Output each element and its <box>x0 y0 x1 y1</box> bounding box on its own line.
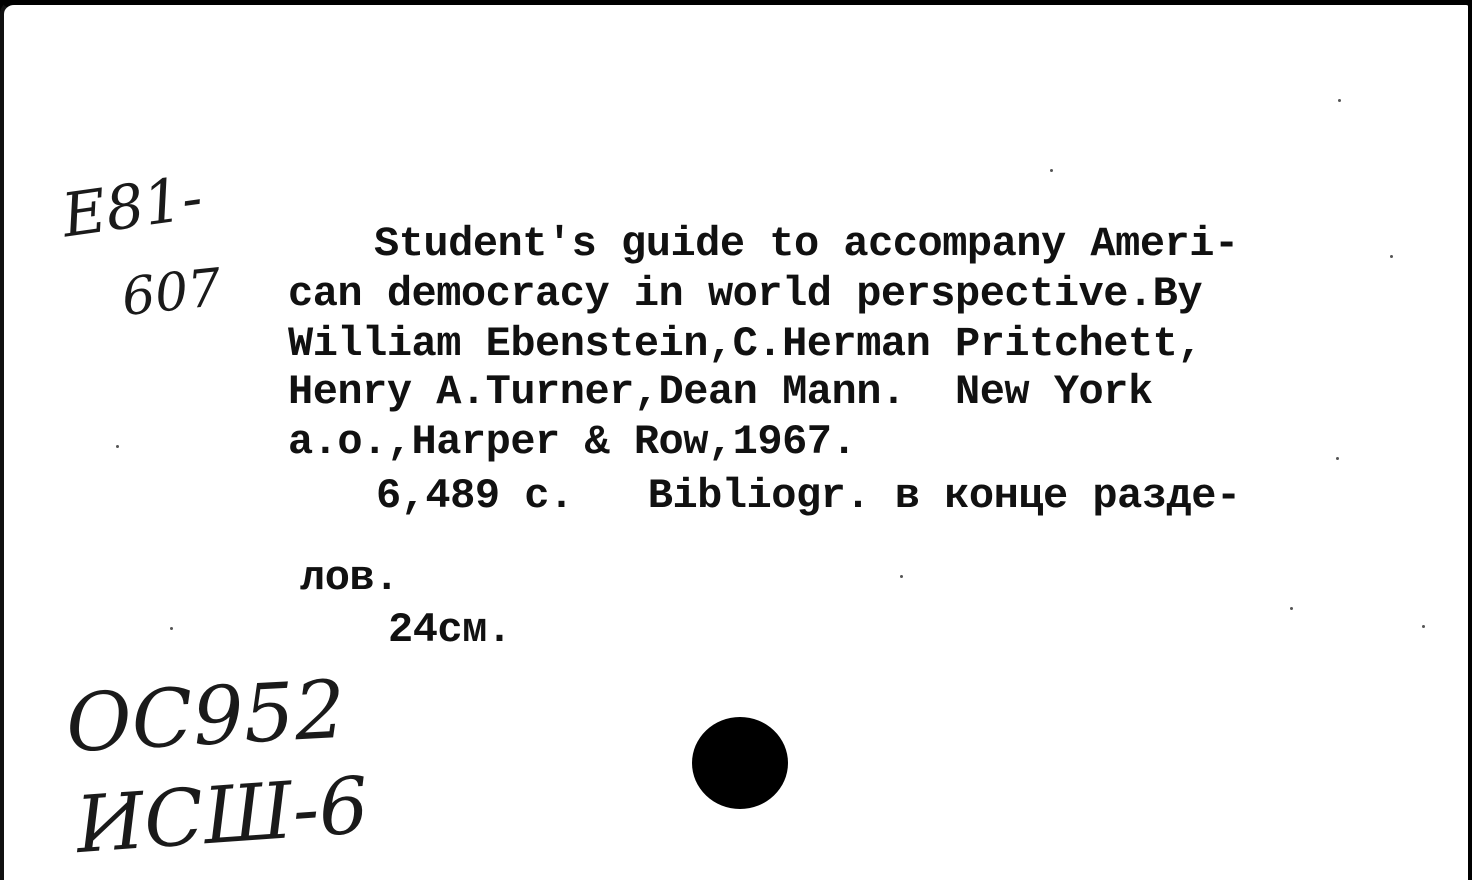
scan-speck <box>1390 255 1393 258</box>
entry-line-4: Henry A.Turner,Dean Mann. New York <box>288 368 1153 416</box>
scan-speck <box>1050 169 1053 172</box>
scan-speck <box>1338 99 1341 102</box>
entry-line-5: a.o.,Harper & Row,1967. <box>288 418 857 466</box>
shelf-mark-line2: ИСШ-6 <box>73 760 372 872</box>
scan-speck <box>170 627 173 630</box>
entry-line-6: 6,489 c. Bibliogr. в конце разде- <box>376 472 1241 520</box>
scan-speck <box>1336 457 1339 460</box>
scan-speck <box>116 445 119 448</box>
call-number-line1: E81- <box>57 162 207 252</box>
punch-hole <box>692 717 788 809</box>
call-number-line2: 607 <box>119 257 225 329</box>
shelf-mark-line1: OC952 <box>63 662 348 771</box>
entry-line-8: 24см. <box>388 606 512 654</box>
entry-line-2: can democracy in world perspective.By <box>288 270 1203 318</box>
scan-speck <box>1290 607 1293 610</box>
entry-line-7: лов. <box>300 554 399 602</box>
entry-line-3: William Ebenstein,C.Herman Pritchett, <box>288 320 1203 368</box>
entry-line-1: Student's guide to accompany Ameri- <box>374 220 1239 268</box>
scan-speck <box>1422 625 1425 628</box>
scan-speck <box>900 575 903 578</box>
